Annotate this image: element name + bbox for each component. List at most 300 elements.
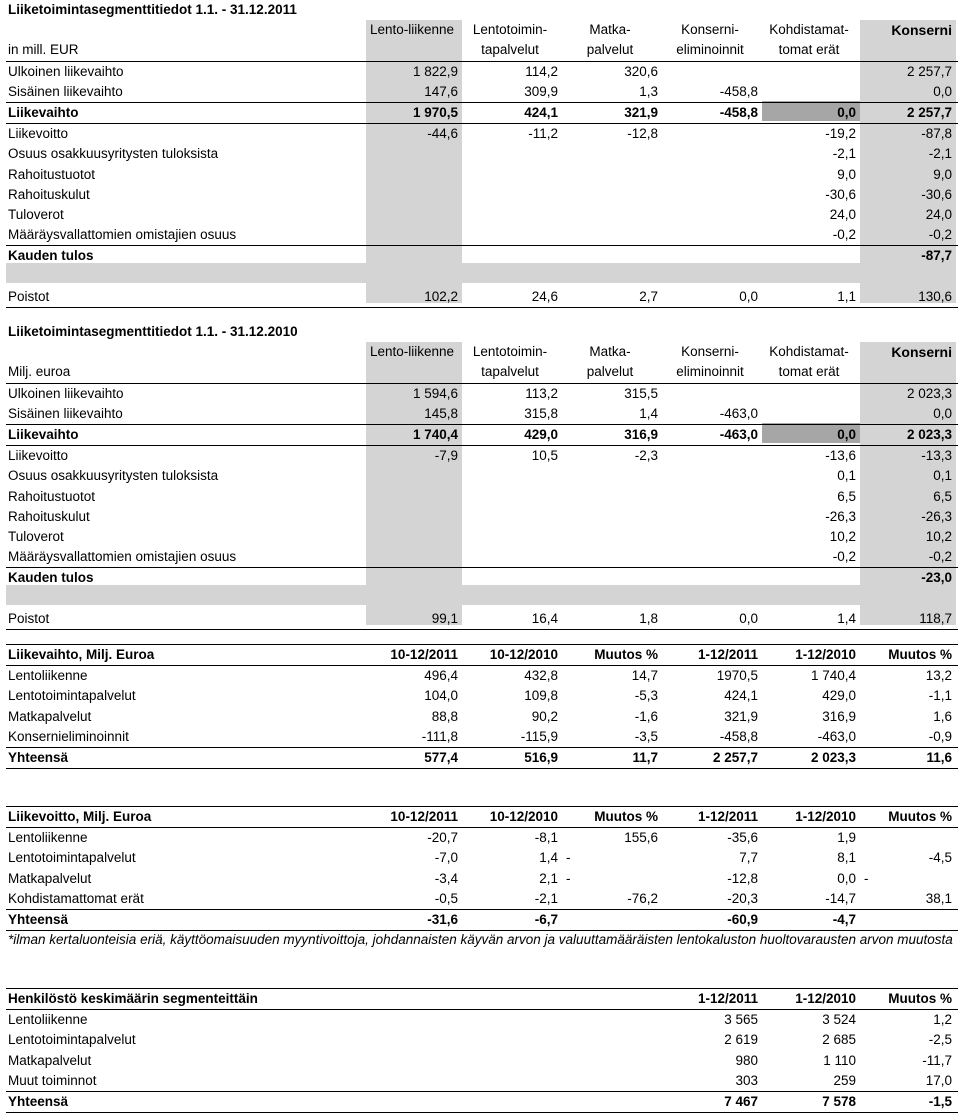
value-cell: [662, 568, 758, 588]
row-label: Yhteensä: [8, 749, 69, 765]
row-label: Rahoitustuotot: [8, 488, 96, 504]
value-cell: -26,3: [921, 508, 952, 524]
value-cell: 0,0: [739, 288, 758, 304]
value-cell: [462, 568, 558, 588]
column-header: Lentotoimin-: [472, 22, 548, 38]
value-cell: 118,7: [919, 610, 952, 626]
column-header: Konserni: [891, 22, 952, 39]
value-cell: [462, 588, 558, 608]
value-cell: 1 822,9: [412, 63, 458, 79]
value-cell: -4,5: [928, 850, 952, 866]
value-cell: [462, 507, 558, 527]
table-row: [6, 1071, 958, 1091]
value-cell: 1 110: [823, 1052, 856, 1068]
row-label: Poistot: [8, 610, 50, 626]
table-row: [6, 686, 958, 706]
value-cell: [366, 487, 458, 507]
value-cell: [366, 185, 458, 205]
value-cell: 309,9: [524, 83, 558, 99]
value-cell: [366, 568, 458, 588]
column-header: Muutos %: [594, 809, 658, 824]
row-label: Lentoliikenne: [8, 830, 88, 846]
table-row: [6, 1051, 958, 1071]
column-header: 10-12/2011: [390, 647, 458, 662]
row-label: Poistot: [8, 288, 50, 304]
table-row: [6, 225, 958, 245]
column-header: palvelut: [586, 364, 634, 380]
value-cell: [562, 507, 658, 527]
table-row: [6, 747, 958, 769]
column-header: palvelut: [586, 42, 634, 58]
value-cell: [762, 568, 856, 588]
value-cell: 2 257,7: [712, 749, 758, 765]
value-cell: [462, 547, 558, 567]
row-label: Liikevoitto: [8, 448, 69, 464]
value-cell: [462, 144, 558, 164]
value-cell: [366, 144, 458, 164]
staff-table: [6, 988, 958, 1113]
row-label: Määräysvallattomien omistajien osuus: [8, 549, 237, 565]
value-cell: 0,1: [933, 468, 952, 484]
value-cell: [662, 246, 758, 266]
seg2010-table: [6, 322, 958, 630]
value-cell: [762, 404, 856, 424]
value-cell: 0,0: [933, 405, 952, 421]
table-row: [6, 384, 958, 404]
value-cell: 2,1: [539, 870, 558, 886]
value-cell: -1,6: [634, 708, 658, 724]
value-cell: -0,9: [928, 728, 952, 744]
value-cell: 1 594,6: [412, 385, 458, 401]
table-row: [6, 547, 958, 567]
value-cell: 0,0: [739, 610, 758, 626]
value-cell: 7,7: [739, 850, 758, 866]
value-cell: -11,7: [922, 1052, 952, 1068]
value-cell: -13,3: [921, 448, 952, 464]
value-cell: -458,8: [719, 728, 758, 744]
column-header: 10-12/2011: [390, 809, 458, 824]
value-cell: [662, 144, 758, 164]
value-cell: [562, 225, 658, 245]
value-cell: -20,7: [427, 830, 458, 846]
value-cell: -30,6: [921, 186, 952, 202]
value-cell: [662, 507, 758, 527]
footnote: *ilman kertaluonteisia eriä, käyttöomaisuuden myyntivoittoja, johdannaisten käyvän arvon ja valuuttamääräisten lentokaluston huoltovarausten arvon muutosta: [8, 932, 953, 947]
column-header: tomat erät: [778, 364, 840, 380]
table-row: [6, 588, 958, 608]
value-cell: [562, 165, 658, 185]
table-row: [6, 828, 958, 848]
table-row: [6, 567, 958, 588]
value-cell: -13,6: [825, 448, 856, 464]
value-cell: -87,7: [921, 248, 952, 264]
value-cell: 316,9: [822, 708, 856, 724]
value-cell: -31,6: [427, 911, 458, 927]
value-cell: 429,0: [822, 688, 856, 704]
value-cell: 2,7: [639, 288, 658, 304]
value-cell: [562, 527, 658, 547]
row-label: Rahoituskulut: [8, 186, 90, 202]
value-cell: -: [566, 870, 571, 886]
table-title: Liikevoitto, Milj. Euroa: [8, 809, 152, 824]
value-cell: 2 023,3: [906, 426, 952, 442]
value-cell: -23,0: [921, 570, 952, 586]
value-cell: -7,0: [434, 850, 458, 866]
value-cell: [366, 507, 458, 527]
value-cell: 88,8: [431, 708, 458, 724]
value-cell: -35,6: [727, 830, 758, 846]
value-cell: 432,8: [524, 668, 558, 684]
row-label: Yhteensä: [8, 1093, 69, 1109]
row-label: Lentoliikenne: [8, 668, 88, 684]
column-header: Konserni-: [681, 22, 739, 38]
row-label: Rahoituskulut: [8, 508, 90, 524]
value-cell: [562, 466, 658, 486]
value-cell: 38,1: [925, 890, 952, 906]
table-row: [6, 848, 958, 868]
seg2011-table: [6, 0, 958, 308]
value-cell: 102,2: [424, 288, 458, 304]
value-cell: 259: [833, 1072, 856, 1088]
value-cell: 516,9: [524, 749, 558, 765]
value-cell: -1,5: [928, 1093, 952, 1109]
column-header: 1-12/2011: [697, 809, 758, 824]
value-cell: [366, 527, 458, 547]
value-cell: -7,9: [434, 448, 458, 464]
unit-label: in mill. EUR: [8, 42, 79, 58]
row-label: Lentotoimintapalvelut: [8, 1032, 136, 1048]
row-label: Yhteensä: [8, 911, 69, 927]
value-cell: 1,1: [837, 288, 856, 304]
value-cell: -111,8: [421, 728, 458, 744]
value-cell: [562, 185, 658, 205]
value-cell: 17,0: [925, 1072, 952, 1088]
column-header: 1-12/2010: [795, 647, 856, 662]
table-row: [6, 266, 958, 286]
value-cell: [662, 205, 758, 225]
value-cell: [366, 547, 458, 567]
value-cell: [662, 62, 758, 82]
value-cell: [462, 165, 558, 185]
value-cell: [762, 384, 856, 404]
value-cell: -12,8: [627, 126, 658, 142]
table-row: [6, 466, 958, 486]
value-cell: 2 023,3: [810, 749, 856, 765]
table-row: [6, 102, 958, 124]
value-cell: [366, 205, 458, 225]
value-cell: 577,4: [424, 749, 458, 765]
row-label: Liikevaihto: [8, 426, 79, 442]
value-cell: 1,4: [837, 610, 856, 626]
value-cell: -87,8: [921, 126, 952, 142]
table-row: [6, 1091, 958, 1113]
value-cell: -30,6: [825, 186, 856, 202]
column-header: 1-12/2011: [697, 991, 758, 1006]
value-cell: [762, 588, 856, 608]
value-cell: [762, 62, 856, 82]
header-row: [6, 806, 958, 828]
value-cell: [562, 246, 658, 266]
column-header: Matka-: [589, 344, 631, 360]
table-title-row: [6, 0, 958, 20]
value-cell: 14,7: [631, 668, 658, 684]
value-cell: -8,1: [534, 830, 558, 846]
column-header: Muutos %: [888, 991, 952, 1006]
value-cell: 1,8: [639, 610, 658, 626]
table-row: [6, 869, 958, 889]
column-header: Kohdistamat-: [769, 344, 849, 360]
value-cell: -0,2: [928, 227, 952, 243]
value-cell: [462, 205, 558, 225]
table-row: [6, 1010, 958, 1030]
value-cell: -3,4: [434, 870, 458, 886]
table-row: [6, 62, 958, 82]
table-row: [6, 446, 958, 466]
value-cell: -60,9: [727, 911, 758, 927]
row-label: Kauden tulos: [8, 248, 94, 264]
value-cell: 113,2: [525, 385, 558, 401]
table-title-row: [6, 322, 958, 342]
value-cell: [462, 466, 558, 486]
header-row: [6, 40, 958, 61]
value-cell: -2,3: [634, 448, 658, 464]
row-label: Matkapalvelut: [8, 708, 92, 724]
value-cell: [662, 446, 758, 466]
value-cell: -463,0: [817, 728, 856, 744]
value-cell: 2 257,7: [906, 63, 952, 79]
value-cell: [562, 588, 658, 608]
value-cell: -2,1: [928, 146, 952, 162]
value-cell: 1 970,5: [412, 104, 458, 120]
table-row: [6, 507, 958, 527]
value-cell: -2,5: [928, 1032, 952, 1048]
value-cell: [462, 266, 558, 286]
table-row: [6, 909, 958, 931]
value-cell: 114,2: [525, 63, 558, 79]
table-row: [6, 404, 958, 424]
value-cell: 0,0: [837, 426, 856, 442]
table-title: Liiketoimintasegmenttitiedot 1.1. - 31.12.2010: [8, 324, 298, 339]
value-cell: 24,0: [829, 206, 856, 222]
table-row: [6, 245, 958, 266]
value-cell: 9,0: [933, 166, 952, 182]
value-cell: 424,1: [524, 104, 558, 120]
value-cell: [662, 124, 758, 144]
value-cell: 7 578: [822, 1093, 856, 1109]
value-cell: [366, 466, 458, 486]
value-cell: [562, 205, 658, 225]
value-cell: [462, 185, 558, 205]
value-cell: [662, 487, 758, 507]
value-cell: 316,9: [624, 426, 658, 442]
column-header: Muutos %: [888, 647, 952, 662]
value-cell: -0,5: [434, 890, 458, 906]
value-cell: -4,7: [832, 911, 856, 927]
header-row: [6, 988, 958, 1010]
value-cell: -458,8: [719, 83, 758, 99]
value-cell: -0,2: [928, 549, 952, 565]
value-cell: [462, 487, 558, 507]
column-header: Kohdistamat-: [769, 22, 849, 38]
row-label: Ulkoinen liikevaihto: [8, 63, 124, 79]
value-cell: 315,8: [524, 405, 558, 421]
value-cell: 2 685: [822, 1032, 856, 1048]
column-header: Lento-liikenne: [369, 22, 455, 38]
value-cell: -2,1: [832, 146, 856, 162]
table-row: [6, 287, 958, 308]
value-cell: 315,5: [624, 385, 658, 401]
column-header: 10-12/2010: [489, 647, 558, 662]
value-cell: -11,2: [528, 126, 558, 142]
table-row: [6, 1030, 958, 1050]
table-row: [6, 609, 958, 630]
column-header: [366, 362, 458, 382]
row-label: Liikevoitto: [8, 126, 69, 142]
column-header: [860, 40, 952, 60]
value-cell: [662, 225, 758, 245]
column-header: Konserni: [891, 344, 952, 361]
value-cell: 0,0: [837, 870, 856, 886]
row-label: Matkapalvelut: [8, 1052, 92, 1068]
value-cell: 0,0: [837, 104, 856, 120]
value-cell: 9,0: [837, 166, 856, 182]
column-header: 1-12/2010: [795, 809, 856, 824]
row-label: Osuus osakkuusyritysten tuloksista: [8, 468, 219, 484]
column-header: tapalvelut: [481, 364, 539, 380]
value-cell: -463,0: [719, 426, 758, 442]
value-cell: [462, 527, 558, 547]
header-row: [6, 342, 958, 362]
value-cell: 145,8: [424, 405, 458, 421]
value-cell: 13,2: [925, 668, 952, 684]
value-cell: 1,9: [837, 830, 856, 846]
row-label: Muut toiminnot: [8, 1072, 97, 1088]
value-cell: [762, 82, 856, 102]
value-cell: 10,5: [531, 448, 558, 464]
value-cell: -26,3: [825, 508, 856, 524]
table-row: [6, 82, 958, 102]
table-row: [6, 487, 958, 507]
row-label: Tuloverot: [8, 206, 64, 222]
value-cell: 496,4: [424, 668, 458, 684]
header-row: [6, 20, 958, 40]
value-cell: 1,6: [933, 708, 952, 724]
value-cell: -2,1: [534, 890, 558, 906]
value-cell: [366, 165, 458, 185]
value-cell: -20,3: [727, 890, 758, 906]
table-row: [6, 185, 958, 205]
value-cell: 2 023,3: [906, 385, 952, 401]
value-cell: [860, 910, 952, 930]
value-cell: -3,5: [634, 728, 658, 744]
value-cell: 24,6: [531, 288, 558, 304]
value-cell: -6,7: [534, 911, 558, 927]
column-header: Muutos %: [594, 647, 658, 662]
table-row: [6, 144, 958, 164]
column-header: Konserni-: [681, 344, 739, 360]
table-row: [6, 165, 958, 185]
value-cell: -5,3: [634, 688, 658, 704]
table-row: [6, 124, 958, 144]
value-cell: [860, 828, 952, 848]
value-cell: 130,6: [918, 288, 952, 304]
table-row: [6, 205, 958, 225]
row-label: Lentoliikenne: [8, 1012, 88, 1028]
value-cell: [366, 225, 458, 245]
value-cell: 1,4: [639, 405, 658, 421]
column-header: Lentotoimin-: [472, 344, 548, 360]
value-cell: [662, 527, 758, 547]
value-cell: 429,0: [524, 426, 558, 442]
value-cell: [662, 266, 758, 286]
value-cell: 147,6: [424, 83, 458, 99]
table-row: [6, 707, 958, 727]
table-title: Liikevaihto, Milj. Euroa: [8, 647, 155, 662]
value-cell: 104,0: [424, 688, 458, 704]
value-cell: 109,8: [524, 688, 558, 704]
value-cell: [366, 588, 458, 608]
value-cell: 321,9: [624, 104, 658, 120]
value-cell: -12,8: [727, 870, 758, 886]
value-cell: [860, 266, 952, 286]
value-cell: 99,1: [431, 610, 458, 626]
value-cell: [366, 246, 458, 266]
column-header: Matka-: [589, 22, 631, 38]
column-header: [366, 40, 458, 60]
column-header: 10-12/2010: [489, 809, 558, 824]
value-cell: 155,6: [624, 830, 658, 846]
value-cell: 0,0: [933, 83, 952, 99]
value-cell: 321,9: [724, 708, 758, 724]
value-cell: -76,2: [627, 890, 658, 906]
row-label: Sisäinen liikevaihto: [8, 405, 123, 421]
value-cell: 11,6: [926, 749, 952, 765]
row-label: Kohdistamattomat erät: [8, 890, 144, 906]
value-cell: 2 619: [724, 1032, 758, 1048]
value-cell: -19,2: [825, 126, 856, 142]
value-cell: -115,9: [520, 728, 558, 744]
value-cell: 424,1: [724, 688, 758, 704]
row-label: Sisäinen liikevaihto: [8, 83, 123, 99]
value-cell: -: [864, 870, 869, 886]
row-label: Liikevaihto: [8, 104, 79, 120]
value-cell: -463,0: [719, 405, 758, 421]
column-header: Muutos %: [888, 809, 952, 824]
value-cell: 1,3: [639, 83, 658, 99]
column-header: [860, 362, 952, 382]
value-cell: 90,2: [531, 708, 558, 724]
value-cell: 8,1: [837, 850, 856, 866]
value-cell: -1,1: [928, 688, 952, 704]
value-cell: 1,2: [933, 1012, 952, 1028]
value-cell: -458,8: [719, 104, 758, 120]
value-cell: 980: [735, 1052, 758, 1068]
value-cell: [562, 547, 658, 567]
header-row: [6, 362, 958, 383]
header-row: [6, 644, 958, 666]
row-label: Kauden tulos: [8, 570, 94, 586]
value-cell: -0,2: [832, 549, 856, 565]
row-label: Konsernieliminoinnit: [8, 728, 129, 744]
value-cell: [562, 568, 658, 588]
value-cell: [662, 588, 758, 608]
value-cell: [462, 246, 558, 266]
table-row: [6, 727, 958, 747]
value-cell: 6,5: [933, 488, 952, 504]
value-cell: 1970,5: [716, 668, 758, 684]
value-cell: [762, 266, 856, 286]
value-cell: [662, 466, 758, 486]
